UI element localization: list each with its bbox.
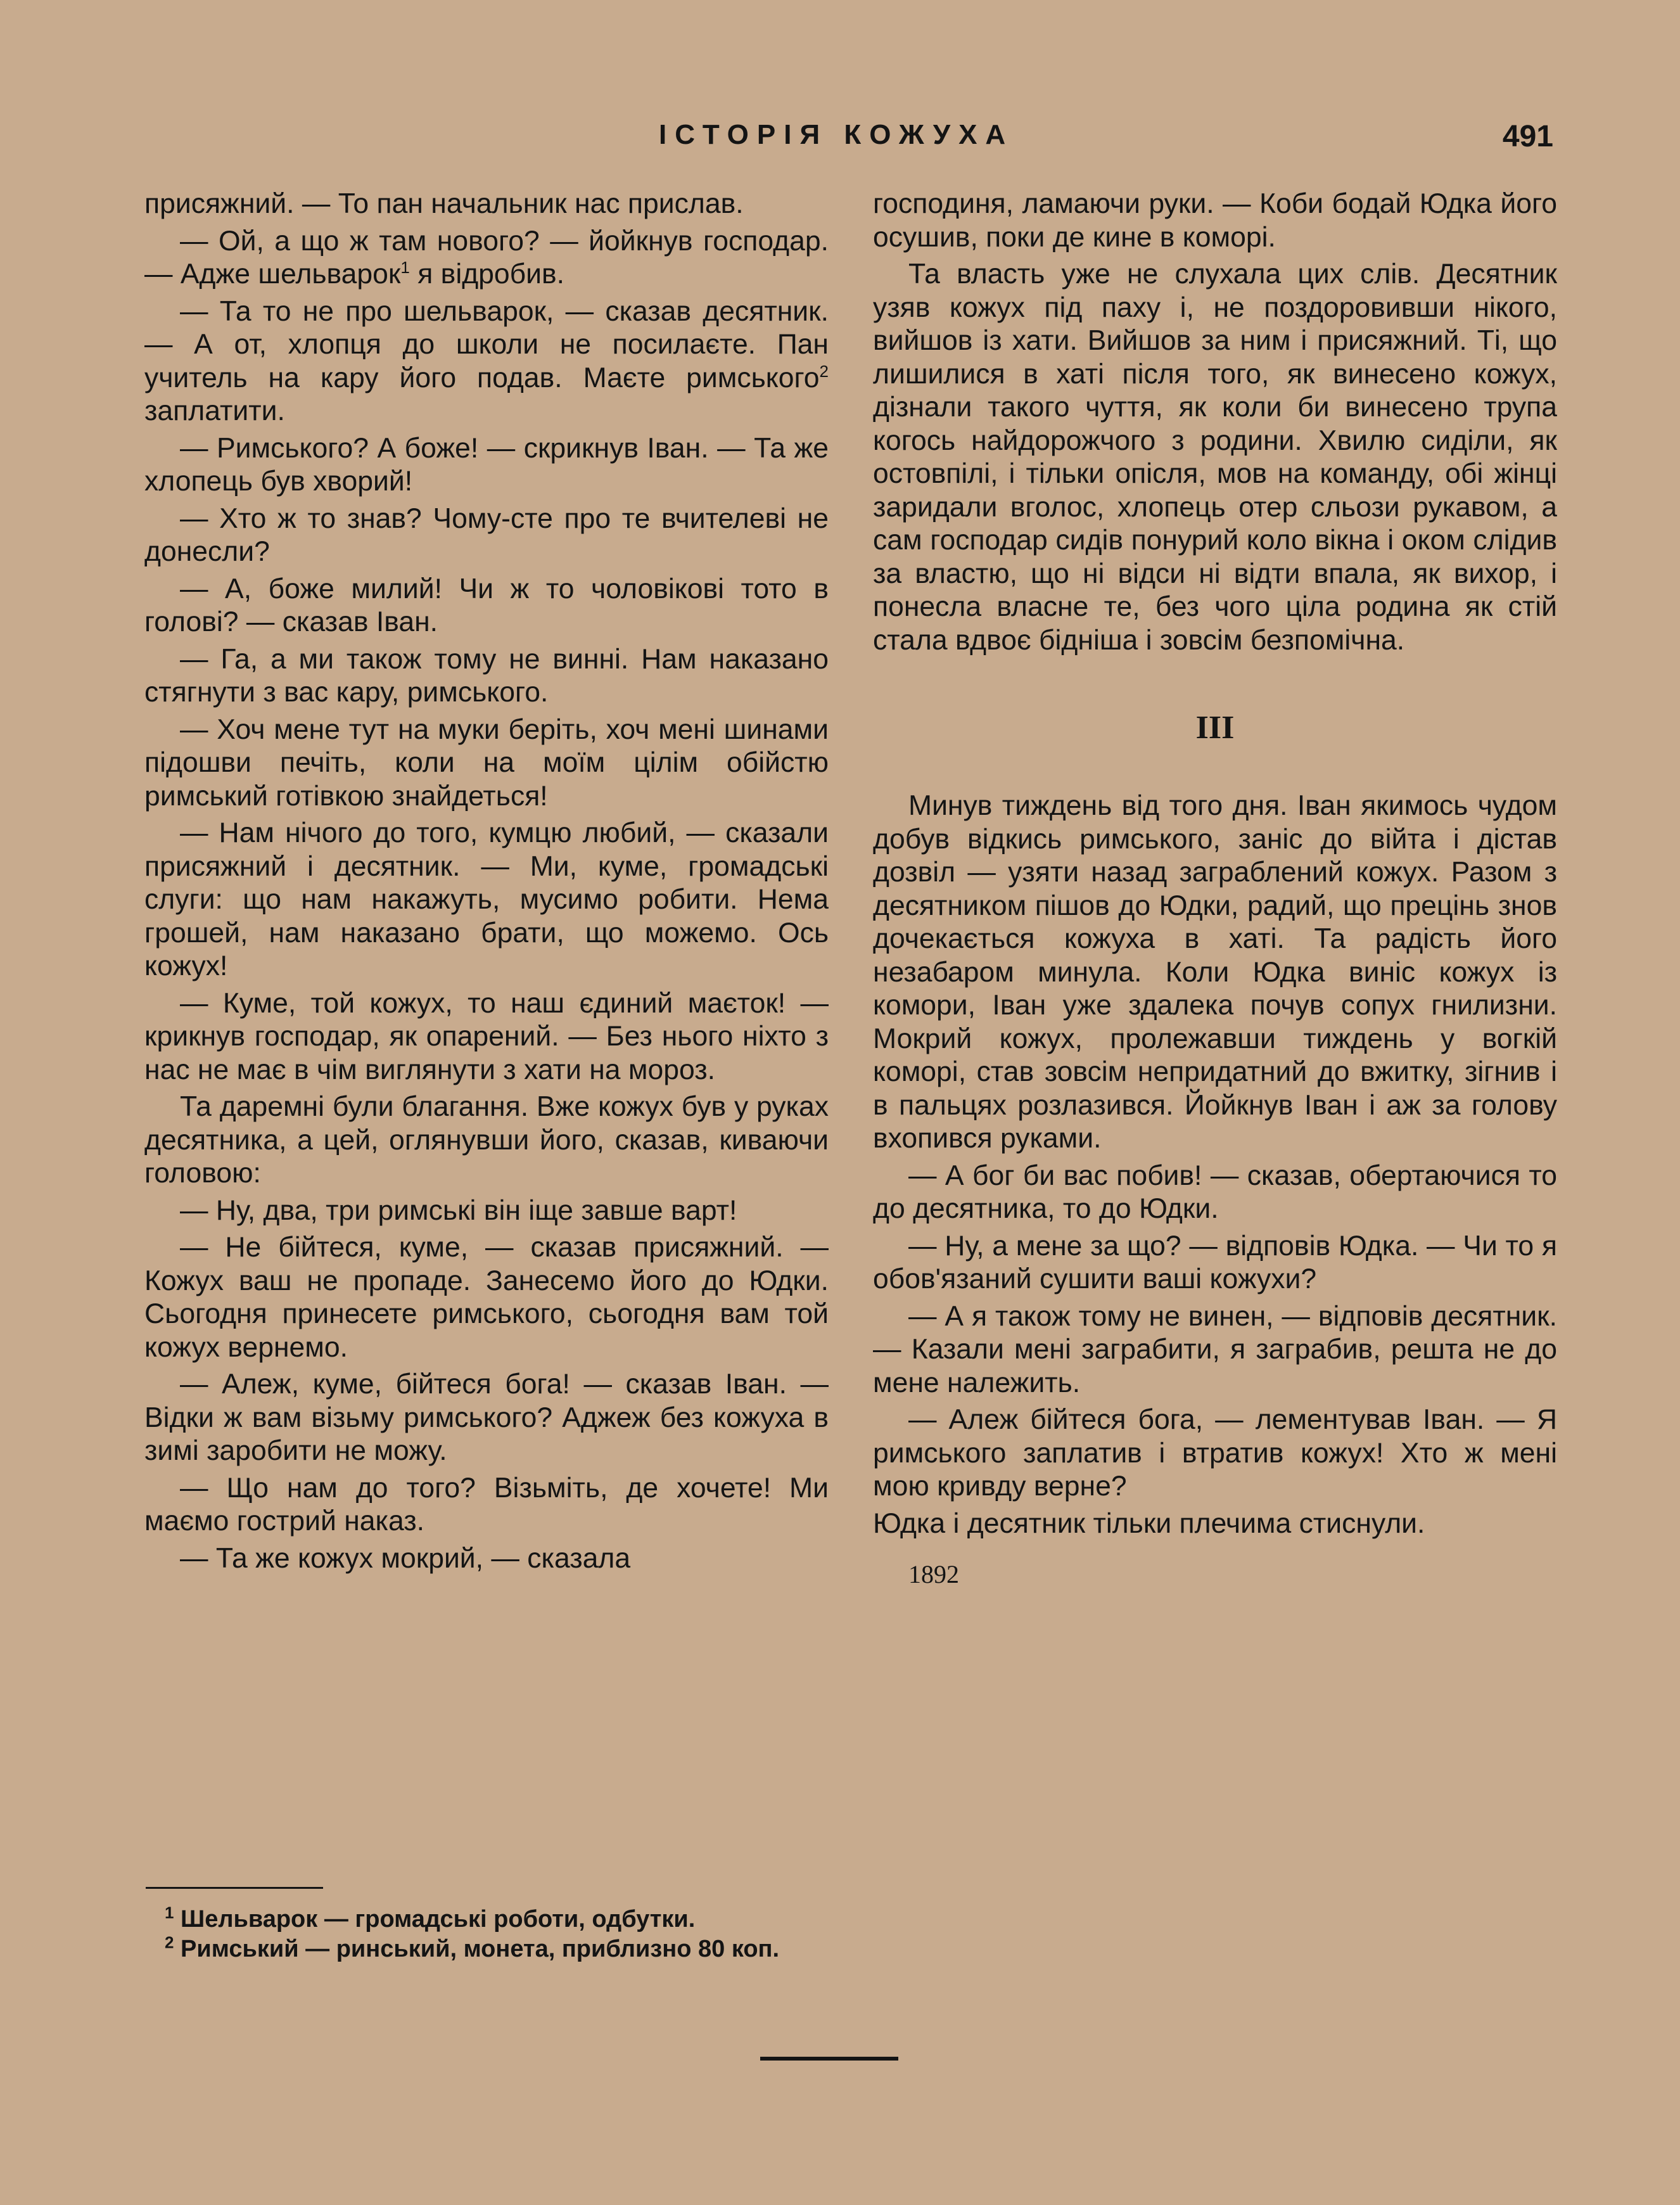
paragraph: — Хоч мене тут на муки беріть, хоч мені шинами підошви печіть, коли на моїм цілім обійстю римський готівкою знайдеться! xyxy=(144,713,829,812)
footnote-mark: 1 xyxy=(165,1903,174,1922)
paragraph: — Хто ж то знав? Чому-сте про те вчителеві не донесли? xyxy=(144,502,829,567)
footnote-mark: 2 xyxy=(165,1933,174,1952)
paragraph: — Га, а ми також тому не винні. Нам наказано стягнути з вас кару, римського. xyxy=(144,643,829,708)
footnote-divider xyxy=(146,1887,323,1889)
paragraph-text: — Та то не про шельварок, — сказав десятник. — А от, хлопця до школи не посилаєте. Пан учитель на кару його подав. Маєте римського xyxy=(144,295,829,393)
paragraph: Та власть уже не слухала цих слів. Десятник узяв кожух під паху і, не поздоровивши нікого, вийшов із хати. Вийшов за ним і присяжний. Ті, що лишилися в хаті після того, як винесено кожух, дізнали такого чуття, як коли би винесено трупа когось найдорожчого з родини. Хвилю сиділи, як остовпілі, і тільки опісля, мов на команду, обі жінці заридали вголос, хлопець отер сльози рукавом, а сам господар сидів понурий коло вікна і оком слідив за властю, що ні відси ні відти впала, як вихор, і понесла власне те, без чого ціла родина як стій стала вдвоє бідніша і зовсім безпомічна. xyxy=(873,259,1557,656)
paragraph: — Римського? А боже! — скрикнув Іван. — Та же хлопець був хворий! xyxy=(144,432,829,497)
paragraph: — Алеж, куме, бійтеся бога! — сказав Іван. — Відки ж вам візьму римського? Аджеж без кожуха в зимі заробити не можу. xyxy=(144,1369,829,1466)
paragraph: — Ну, два, три римські він іще завше варт! xyxy=(180,1194,737,1226)
footnote-text: Шельварок — громадські роботи, одбутки. xyxy=(181,1906,696,1933)
footnote-text: Римський — ринський, монета, приблизно 80 коп. xyxy=(181,1936,780,1962)
paragraph: — Ну, а мене за що? — відповів Юдка. — Чи то я обов'язаний сушити ваші кожухи? xyxy=(873,1230,1557,1294)
page-number: 491 xyxy=(1502,120,1553,153)
date: 1892 xyxy=(908,1560,959,1588)
paragraph: господиня, ламаючи руки. — Коби бодай Юдка його осушив, поки де кине в коморі. xyxy=(873,188,1557,253)
paragraph xyxy=(144,225,829,291)
paragraph: присяжний. — То пан начальник нас прислав. xyxy=(144,188,744,219)
paragraph: — А бог би вас побив! — сказав, обертаючися то до десятника, то до Юдки. xyxy=(873,1160,1557,1224)
running-head xyxy=(0,119,1680,160)
paragraph: — А я також тому не винен, — відповів десятник. — Казали мені заграбити, я заграбив, решта не до мене належить. xyxy=(873,1300,1557,1398)
paragraph: — Нам нічого до того, кумцю любий, — сказали присяжний і десятник. — Ми, куме, громадські слуги: що нам накажуть, мусимо робити. Нема грошей, нам наказано брати, що можемо. Ось кожух! xyxy=(144,817,829,981)
paragraph: Минув тиждень від того дня. Іван якимось чудом добув відкись римського, заніс до війта і дістав дозвіл — узяти назад заграблений кожух. Разом з десятником пішов до Юдки, радий, що прецінь знов дочекається кожуха в хаті. Та радість його незабаром минула. Коли Юдка виніс кожух із комори, Іван уже здалека почув сопух гнилизни. Мокрий кожух, пролежавши тиждень у вогкій коморі, став зовсім непридатний до вжитку, зігнив і в пальцях розлазився. Йойкнув Іван і аж за голову вхопився руками. xyxy=(873,790,1557,1154)
paragraph: — Алеж бійтеся бога, — лементував Іван. — Я римського заплатив і втратив кожух! Хто ж мені мою кривду верне? xyxy=(873,1404,1557,1502)
footnote xyxy=(146,1905,830,1934)
footnote xyxy=(146,1934,830,1964)
footnotes xyxy=(146,1905,830,1964)
footnote-mark: 1 xyxy=(400,258,410,278)
paragraph-text: я відробив. xyxy=(417,259,565,290)
paragraph: — А, боже милий! Чи ж то чоловікові тото в голові? — сказав Іван. xyxy=(144,573,829,637)
paragraph xyxy=(144,295,829,428)
paragraph-text: — Ой, а що ж там нового? — йойкнув господар. — Адже шельварок xyxy=(144,225,829,290)
end-divider xyxy=(760,2057,898,2061)
footnote-mark: 2 xyxy=(819,361,829,381)
section-number: III xyxy=(1195,710,1235,746)
paragraph: Та даремні були благання. Вже кожух був у руках десятника, а цей, оглянувши його, сказав, киваючи головою: xyxy=(144,1091,829,1189)
paragraph: Юдка і десятник тільки плечима стиснули. xyxy=(873,1507,1425,1539)
paragraph: — Не бійтеся, куме, — сказав присяжний. — Кожух ваш не пропаде. Занесемо його до Юдки. Сьогодня принесете римського, сьогодня вам той кожух вернемо. xyxy=(144,1232,829,1363)
paragraph: — Що нам до того? Візьміть, де хочете! Ми маємо гострий наказ. xyxy=(144,1472,829,1537)
left-column xyxy=(144,188,829,1579)
paragraph: — Куме, той кожух, то наш єдиний маєток! — крикнув господар, як опарений. — Без нього ніхто з нас не має в чім виглянути з хати на мороз. xyxy=(144,987,829,1085)
right-column xyxy=(873,188,1557,1589)
paragraph-text: заплатити. xyxy=(144,395,285,426)
running-title: ІСТОРІЯ КОЖУХА xyxy=(659,119,1014,150)
paragraph: — Та же кожух мокрий, — сказала xyxy=(180,1542,631,1574)
